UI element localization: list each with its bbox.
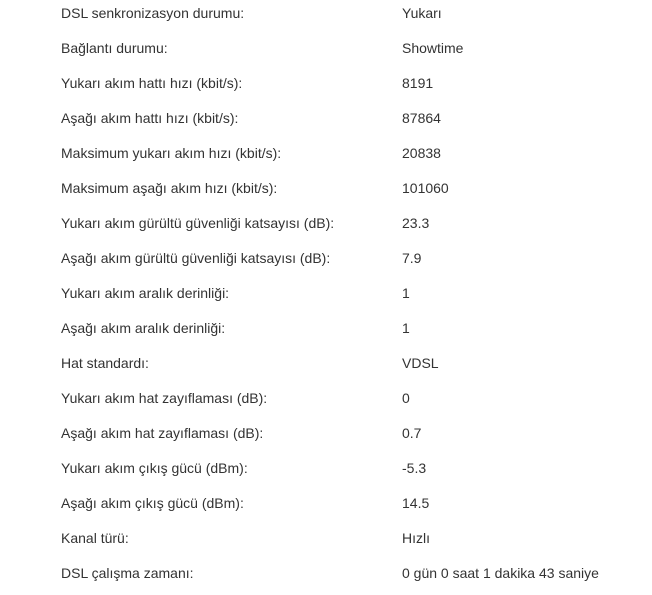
row-value: -5.3 [402, 460, 427, 476]
row-value: 0 gün 0 saat 1 dakika 43 saniye [402, 565, 599, 581]
table-row-max-downstream-rate [0, 175, 652, 210]
row-label: Aşağı akım hattı hızı (kbit/s): [61, 110, 239, 126]
table-row-upstream-snr-margin [0, 210, 652, 245]
row-label: Aşağı akım hat zayıflaması (dB): [61, 425, 264, 441]
row-label: Aşağı akım çıkış gücü (dBm): [61, 495, 244, 511]
row-value: 7.9 [402, 250, 422, 266]
row-label: Yukarı akım aralık derinliği: [61, 285, 230, 301]
table-row-downstream-snr-margin [0, 245, 652, 280]
row-value: 14.5 [402, 495, 430, 511]
row-value: 0 [402, 390, 410, 406]
row-value: 101060 [402, 180, 449, 196]
table-row-dsl-sync-status [0, 0, 652, 35]
table-row-downstream-rate [0, 105, 652, 140]
row-label: Aşağı akım aralık derinliği: [61, 320, 226, 336]
row-value: Hızlı [402, 530, 430, 546]
row-label: Bağlantı durumu: [61, 40, 168, 56]
row-label: Maksimum aşağı akım hızı (kbit/s): [61, 180, 278, 196]
table-row-line-standard [0, 350, 652, 385]
row-value: 87864 [402, 110, 441, 126]
table-row-upstream-rate [0, 70, 652, 105]
row-value: 1 [402, 320, 410, 336]
row-label: Yukarı akım hat zayıflaması (dB): [61, 390, 268, 406]
table-row-upstream-interleave-depth [0, 280, 652, 315]
table-row-channel-type [0, 525, 652, 560]
row-value: 8191 [402, 75, 434, 91]
row-label: Kanal türü: [61, 530, 129, 546]
row-label: Yukarı akım çıkış gücü (dBm): [61, 460, 248, 476]
row-value: VDSL [402, 355, 439, 371]
table-row-upstream-output-power [0, 455, 652, 490]
row-label: DSL senkronizasyon durumu: [61, 5, 245, 21]
row-value: 1 [402, 285, 410, 301]
row-label: Hat standardı: [61, 355, 149, 371]
table-row-dsl-uptime [0, 560, 652, 595]
row-label: DSL çalışma zamanı: [61, 565, 194, 581]
row-value: 0.7 [402, 425, 422, 441]
row-label: Maksimum yukarı akım hızı (kbit/s): [61, 145, 282, 161]
row-label: Yukarı akım hattı hızı (kbit/s): [61, 75, 243, 91]
table-row-max-upstream-rate [0, 140, 652, 175]
row-value: 23.3 [402, 215, 430, 231]
row-label: Yukarı akım gürültü güvenliği katsayısı (dB): [61, 215, 335, 231]
row-value: 20838 [402, 145, 441, 161]
row-label: Aşağı akım gürültü güvenliği katsayısı (dB): [61, 250, 331, 266]
table-row-upstream-attenuation [0, 385, 652, 420]
table-row-connection-status [0, 35, 652, 70]
table-row-downstream-output-power [0, 490, 652, 525]
row-value: Yukarı [402, 5, 442, 21]
row-value: Showtime [402, 40, 464, 56]
table-row-downstream-interleave-depth [0, 315, 652, 350]
table-row-downstream-attenuation [0, 420, 652, 455]
